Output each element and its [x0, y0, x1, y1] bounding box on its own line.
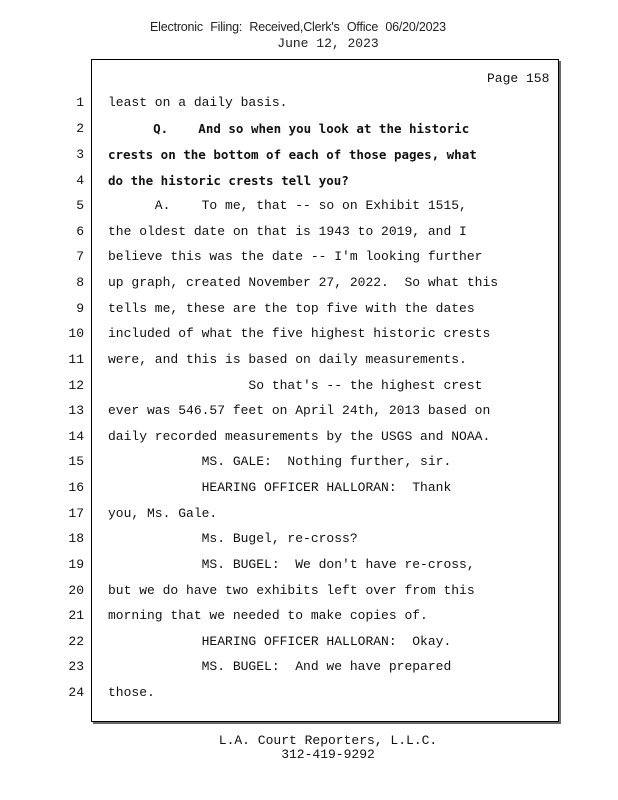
line-number: 8	[76, 275, 84, 290]
footer-company: L.A. Court Reporters, L.L.C.	[218, 733, 438, 748]
line-number: 13	[68, 403, 84, 418]
line-number: 5	[76, 198, 84, 213]
line-number: 12	[68, 378, 84, 393]
line-number: 1	[76, 95, 84, 110]
transcript-line: those.	[108, 685, 155, 700]
line-number: 18	[68, 531, 84, 546]
line-number: 7	[76, 249, 84, 264]
transcript-line: MS. BUGEL: And we have prepared	[108, 659, 452, 674]
line-number: 10	[68, 326, 84, 341]
transcript-line: So that's -- the highest crest	[108, 378, 483, 393]
transcript-line: Ms. Bugel, re-cross?	[108, 531, 358, 546]
transcript-line: believe this was the date -- I'm looking further	[108, 249, 483, 264]
line-number: 17	[68, 506, 84, 521]
transcript-line: HEARING OFFICER HALLORAN: Okay.	[108, 634, 452, 649]
transcript-line: Q. And so when you look at the historic	[108, 121, 470, 136]
transcript-line: HEARING OFFICER HALLORAN: Thank	[108, 480, 452, 495]
line-number: 23	[68, 659, 84, 674]
line-number: 14	[68, 429, 84, 444]
footer-phone: 312-419-9292	[281, 747, 375, 762]
line-number: 2	[76, 121, 84, 136]
line-number: 11	[68, 352, 84, 367]
transcript-line: tells me, these are the top five with the dates	[108, 301, 475, 316]
transcript-line: MS. GALE: Nothing further, sir.	[108, 454, 452, 469]
line-number: 4	[76, 173, 84, 188]
line-number: 20	[68, 583, 84, 598]
transcript-line: crests on the bottom of each of those pages, what	[108, 147, 477, 162]
transcript-line: ever was 546.57 feet on April 24th, 2013 based on	[108, 403, 491, 418]
transcript-line: do the historic crests tell you?	[108, 173, 349, 188]
transcript-line: but we do have two exhibits left over from this	[108, 583, 475, 598]
transcript-line: you, Ms. Gale.	[108, 506, 218, 521]
transcript-line: up graph, created November 27, 2022. So what this	[108, 275, 499, 290]
transcript-line: the oldest date on that is 1943 to 2019, and I	[108, 224, 467, 239]
line-number: 22	[68, 634, 84, 649]
line-number: 19	[68, 557, 84, 572]
line-number: 24	[68, 685, 84, 700]
line-number: 16	[68, 480, 84, 495]
page-number: Page 158	[487, 71, 550, 86]
hearing-date: June 12, 2023	[277, 36, 379, 51]
transcript-line: least on a daily basis.	[108, 95, 288, 110]
line-number: 9	[76, 301, 84, 316]
transcript-line: included of what the five highest historic crests	[108, 326, 491, 341]
filing-stamp: Electronic Filing: Received,Clerk's Office 06/20/2023	[150, 20, 446, 34]
line-number: 3	[76, 147, 84, 162]
transcript-line: MS. BUGEL: We don't have re-cross,	[108, 557, 475, 572]
transcript-line: daily recorded measurements by the USGS and NOAA.	[108, 429, 491, 444]
line-number: 21	[68, 608, 84, 623]
transcript-line: were, and this is based on daily measurements.	[108, 352, 467, 367]
line-number: 15	[68, 454, 84, 469]
transcript-line: morning that we needed to make copies of.	[108, 608, 428, 623]
line-number: 6	[76, 224, 84, 239]
transcript-line: A. To me, that -- so on Exhibit 1515,	[108, 198, 467, 213]
